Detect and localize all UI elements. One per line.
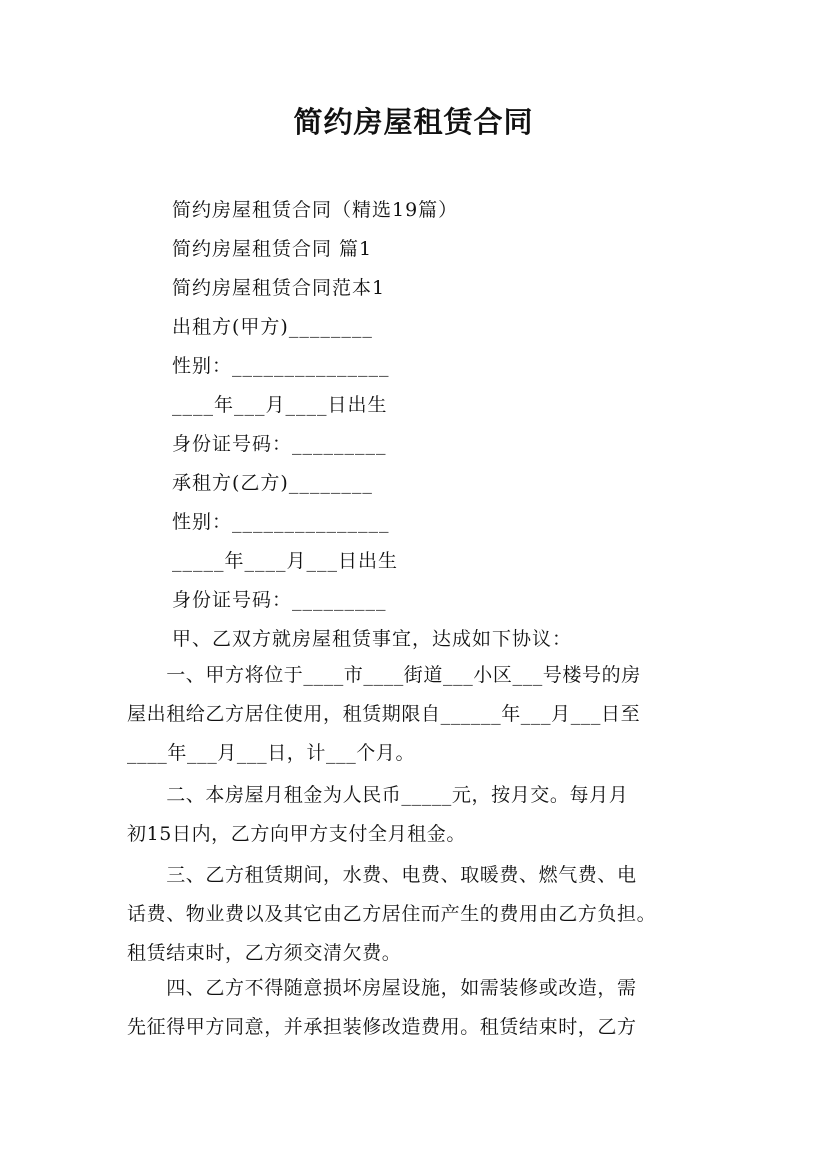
template-heading: 简约房屋租赁合同范本1: [172, 277, 386, 299]
lessee-field: 承租方(乙方)________: [172, 472, 373, 494]
clause-line: ____年___月___日，计___个月。: [127, 742, 416, 764]
lessee-id-field: 身份证号码：_________: [172, 589, 387, 611]
subtitle-line: 简约房屋租赁合同（精选19篇）: [172, 199, 459, 221]
clause-line: 二、本房屋月租金为人民币_____元，按月交。每月月: [127, 784, 629, 806]
document-title: 简约房屋租赁合同: [293, 105, 534, 139]
clause-line: 话费、物业费以及其它由乙方居住而产生的费用由乙方负担。: [127, 903, 657, 925]
lessor-gender-field: 性别：_______________: [172, 355, 390, 377]
lessor-id-field: 身份证号码：_________: [172, 433, 387, 455]
clause-2: [127, 776, 703, 854]
clause-line: 租赁结束时，乙方须交清欠费。: [127, 942, 402, 964]
lessor-birthdate-field: ____年___月____日出生: [172, 394, 388, 416]
clause-line: 三、乙方租赁期间，水费、电费、取暖费、燃气费、电: [127, 864, 637, 886]
lessor-field: 出租方(甲方)________: [172, 316, 373, 338]
section-heading: 简约房屋租赁合同 篇1: [172, 238, 373, 260]
clause-line: 屋出租给乙方居住使用，租赁期限自______年___月___日至: [127, 703, 641, 725]
lessee-birthdate-field: _____年____月___日出生: [172, 550, 399, 572]
clause-1: [127, 656, 703, 773]
clause-line: 四、乙方不得随意损坏房屋设施，如需装修或改造，需: [127, 977, 637, 999]
agreement-intro: 甲、乙双方就房屋租赁事宜，达成如下协议：: [172, 628, 573, 650]
clause-3: [127, 856, 703, 973]
clause-4: [127, 969, 703, 1047]
clause-line: 一、甲方将位于____市____街道___小区___号楼号的房: [127, 664, 641, 686]
clause-line: 先征得甲方同意，并承担装修改造费用。租赁结束时，乙方: [127, 1016, 637, 1038]
clause-line: 初15日内，乙方向甲方支付全月租金。: [127, 823, 466, 845]
lessee-gender-field: 性别：_______________: [172, 511, 390, 533]
